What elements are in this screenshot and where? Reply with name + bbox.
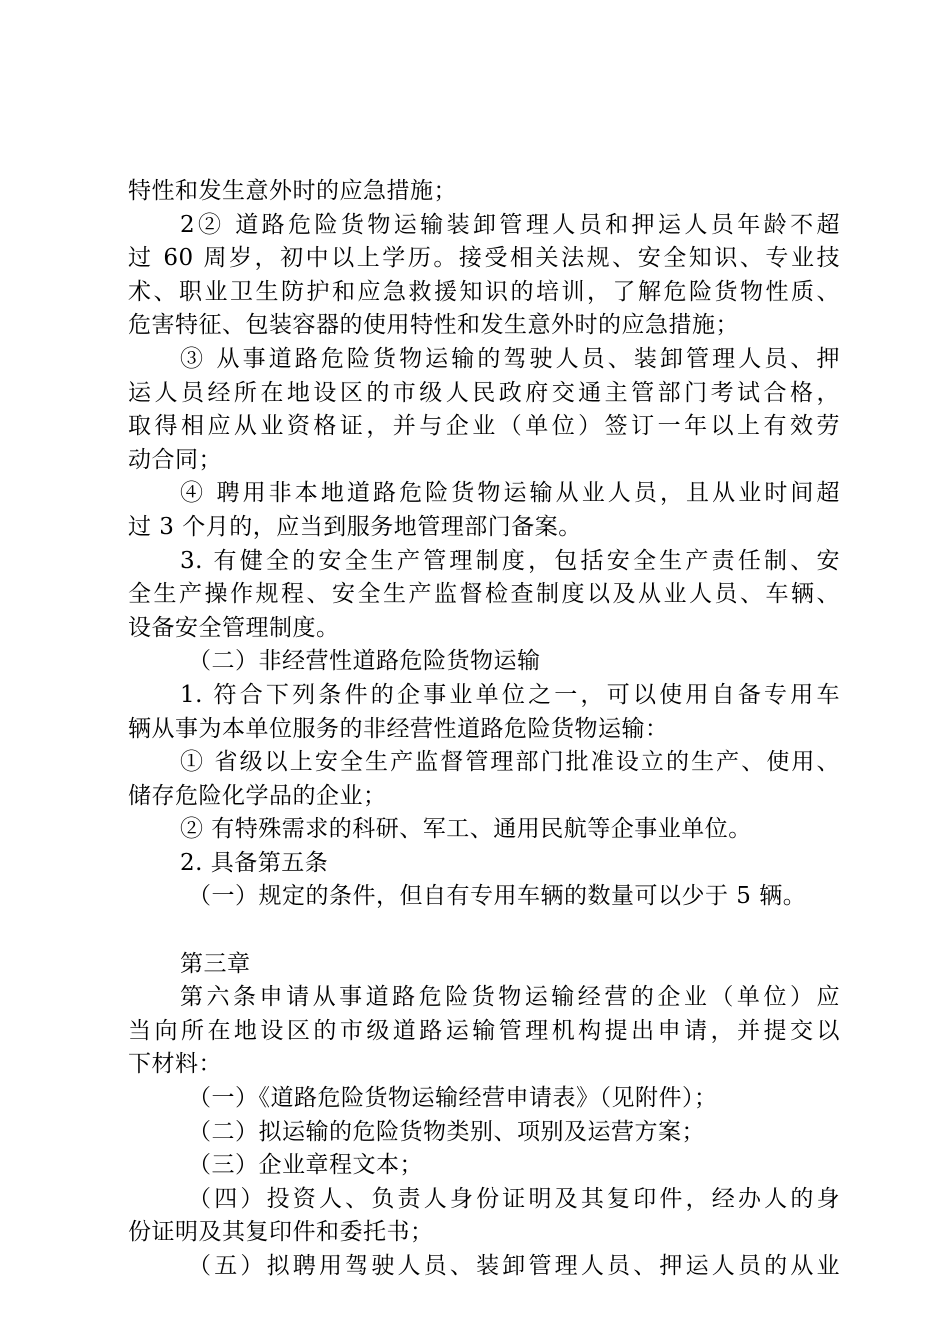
text-line: 过 60 周岁，初中以上学历。接受相关法规、安全知识、专业技 (128, 245, 840, 272)
text-line: 动合同； (128, 446, 222, 473)
text-line: 1. 符合下列条件的企事业单位之一，可以使用自备专用车 (180, 681, 840, 708)
text-line: 2② 道路危险货物运输装卸管理人员和押运人员年龄不超 (180, 211, 840, 238)
text-line: 术、职业卫生防护和应急救援知识的培训，了解危险货物性质、 (128, 278, 840, 305)
text-line: 份证明及其复印件和委托书； (128, 1219, 434, 1246)
text-line: 危害特征、包装容器的使用特性和发生意外时的应急措施； (128, 312, 739, 339)
text-line: ④ 聘用非本地道路危险货物运输从业人员，且从业时间超 (180, 480, 840, 507)
text-line: 辆从事为本单位服务的非经营性道路危险货物运输： (128, 715, 669, 742)
text-line: 特性和发生意外时的应急措施； (128, 178, 457, 204)
text-line: 3. 有健全的安全生产管理制度，包括安全生产责任制、安 (180, 547, 840, 574)
text-line: 2. 具备第五条 (180, 849, 329, 876)
text-line: 过 3 个月的，应当到服务地管理部门备案。 (128, 513, 582, 540)
document-body (128, 175, 840, 1284)
text-line: 第六条申请从事道路危险货物运输经营的企业（单位）应 (180, 984, 840, 1011)
text-line: （一）规定的条件，但自有专用车辆的数量可以少于 5 辆。 (188, 883, 807, 910)
blank-line (128, 914, 840, 948)
list-item: （二）拟运输的危险货物类别、项别及运营方案； (188, 1118, 705, 1145)
list-item: （三）企业章程文本； (188, 1152, 423, 1179)
text-line: ② 有特殊需求的科研、军工、通用民航等企事业单位。 (180, 816, 752, 843)
text-line: 全生产操作规程、安全生产监督检查制度以及从业人员、车辆、 (128, 581, 840, 608)
text-line: 设备安全管理制度。 (128, 614, 340, 641)
chapter-heading: 第三章 (180, 950, 251, 977)
section-heading: （二）非经营性道路危险货物运输 (188, 648, 541, 675)
text-line: 当向所在地设区的市级道路运输管理机构提出申请，并提交以 (128, 1017, 840, 1044)
text-line: ① 省级以上安全生产监督管理部门批准设立的生产、使用、 (180, 749, 840, 776)
list-item: （五）拟聘用驾驶人员、装卸管理人员、押运人员的从业 (188, 1253, 840, 1279)
text-line: ③ 从事道路危险货物运输的驾驶人员、装卸管理人员、押 (180, 345, 840, 372)
list-item: （一）《道路危险货物运输经营申请表》（见附件）； (188, 1085, 718, 1112)
text-line: 下材料： (128, 1051, 222, 1078)
text-line: 运人员经所在地设区的市级人民政府交通主管部门考试合格， (128, 379, 840, 406)
text-line: 取得相应从业资格证，并与企业（单位）签订一年以上有效劳 (128, 413, 840, 440)
list-item: （四）投资人、负责人身份证明及其复印件，经办人的身 (188, 1185, 840, 1212)
text-line: 储存危险化学品的企业； (128, 782, 387, 809)
